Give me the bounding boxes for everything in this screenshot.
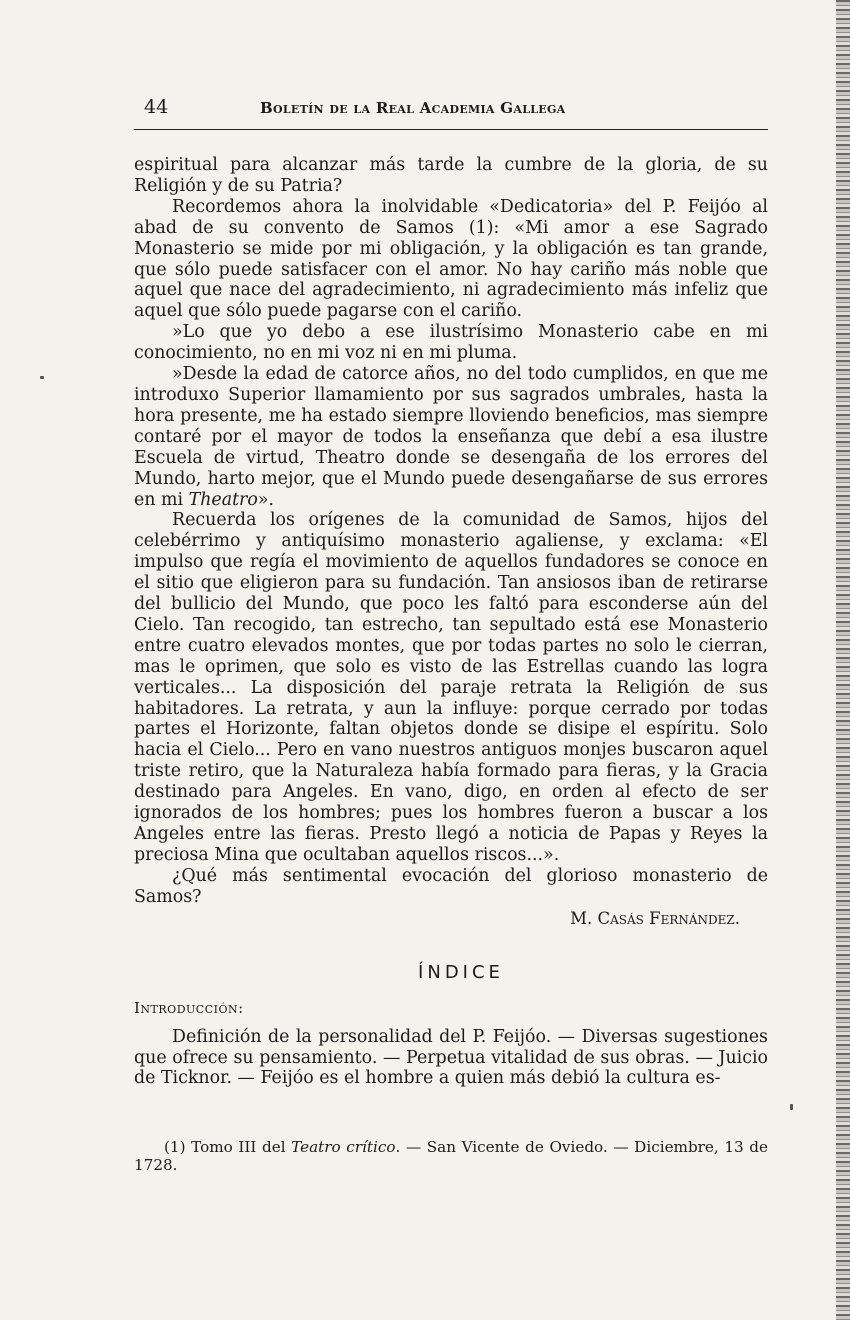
article-body [134, 155, 768, 929]
paragraph-origenes: Recuerda los orígenes de la comunidad de Samos, hijos del celebérrimo y antiquísimo monasterio agaliense, y exclama: «El impulso que regía el movimiento de aquellos fundadores se conoce en el sitio que eligieron para su fundación. Tan ansiosos iban de retirarse del bullicio del Mundo, que poco les faltó para esconderse aún del Cielo. Tan recogido, tan estrecho, tan sepultado está ese Monasterio entre cuatro elevados montes, que por todas partes no solo le cierran, mas le oprimen, que solo es visto de las Estrellas cuando las logra verticales... La disposición del paraje retrata la Religión de sus habitadores. La retrata, y aun la influye: porque cerrado por todas partes el Horizonte, faltan objetos donde se disipe el espíritu. Solo hacia el Cielo... Pero en vano nuestros antiguos monjes buscaron aquel triste retiro, que la Naturaleza había formado para fieras, y la Gracia destinado para Angeles. En vano, digo, en orden al efecto de ser ignorados de los hombres; pues los hombres fueron a buscar a los Angeles entre las fieras. Presto llegó a noticia de Papas y Reyes la preciosa Mina que ocultaban aquellos riscos...». [134, 510, 768, 865]
paragraph-dedicatoria: Recordemos ahora la inolvidable «Dedicatoria» del P. Feijóo al abad de su convento de Samos (1): «Mi amor a ese Sagrado Monasterio se mide por mi obligación, y la obligación es tan grande, que sólo puede satisfacer con el amor. No hay cariño más noble que aquel que nace del agradecimiento, ni agradecimiento más infeliz que aquel que sólo puede pagarse con el cariño. [134, 196, 768, 322]
page-number: 44 [144, 96, 169, 118]
footnote [134, 1139, 768, 1174]
journal-title: Boletín de la Real Academia Gallega [260, 99, 566, 117]
paragraph-evocacion: ¿Qué más sentimental evocación del glorioso monasterio de Samos? [134, 865, 768, 907]
scan-speck [790, 1104, 793, 1110]
index-heading: ÍNDICE [418, 961, 504, 983]
footnote-text-end: . — San Vicente de Oviedo. — Diciembre, 13 de 1728. [134, 1138, 769, 1174]
paragraph-quote-monasterio: »Lo que yo debo a ese ilustrísimo Monasterio cabe en mi conocimiento, no en mi voz ni en mi pluma. [134, 322, 768, 364]
author-signature: M. Casás Fernández. [570, 908, 740, 928]
running-head [134, 96, 768, 130]
quote-text-end: ». [257, 489, 275, 510]
footnote-text: Tomo III del [185, 1138, 292, 1156]
quote-text: »Desde la edad de catorce años, no del todo cumplidos, en que me introduxo Superior llamamiento por sus sagrados umbrales, hasta la hora presente, me ha estado siempre lloviendo beneficios, mas siempre contaré por el mayor de todos la enseñanza que debí a esa ilustre Escuela de virtud, Theatro donde se desengaña de los errores del Mundo, harto mejor, que el Mundo puede desengañarse de sus errores en mi [134, 364, 768, 510]
paragraph-continuation: espiritual para alcanzar más tarde la cumbre de la gloria, de su Religión y de su Patria? [134, 155, 768, 196]
footnote-marker: (1) [164, 1138, 186, 1156]
index-entry: Definición de la personalidad del P. Feijóo. — Diversas sugestiones que ofrece su pensamiento. — Perpetua vitalidad de sus obras. — Juicio de Ticknor. — Feijóo es el hombre a quien más debió la cultura es- [134, 1026, 768, 1089]
scan-speck [40, 376, 44, 379]
scanned-page-edge [836, 0, 850, 1320]
footnote-italic-title: Teatro crítico [291, 1138, 396, 1156]
quote-italic-theatro: Theatro [188, 489, 258, 510]
page-content [134, 96, 768, 1089]
paragraph-quote-edad [134, 364, 768, 510]
index-section-label: Introducción: [134, 998, 244, 1017]
